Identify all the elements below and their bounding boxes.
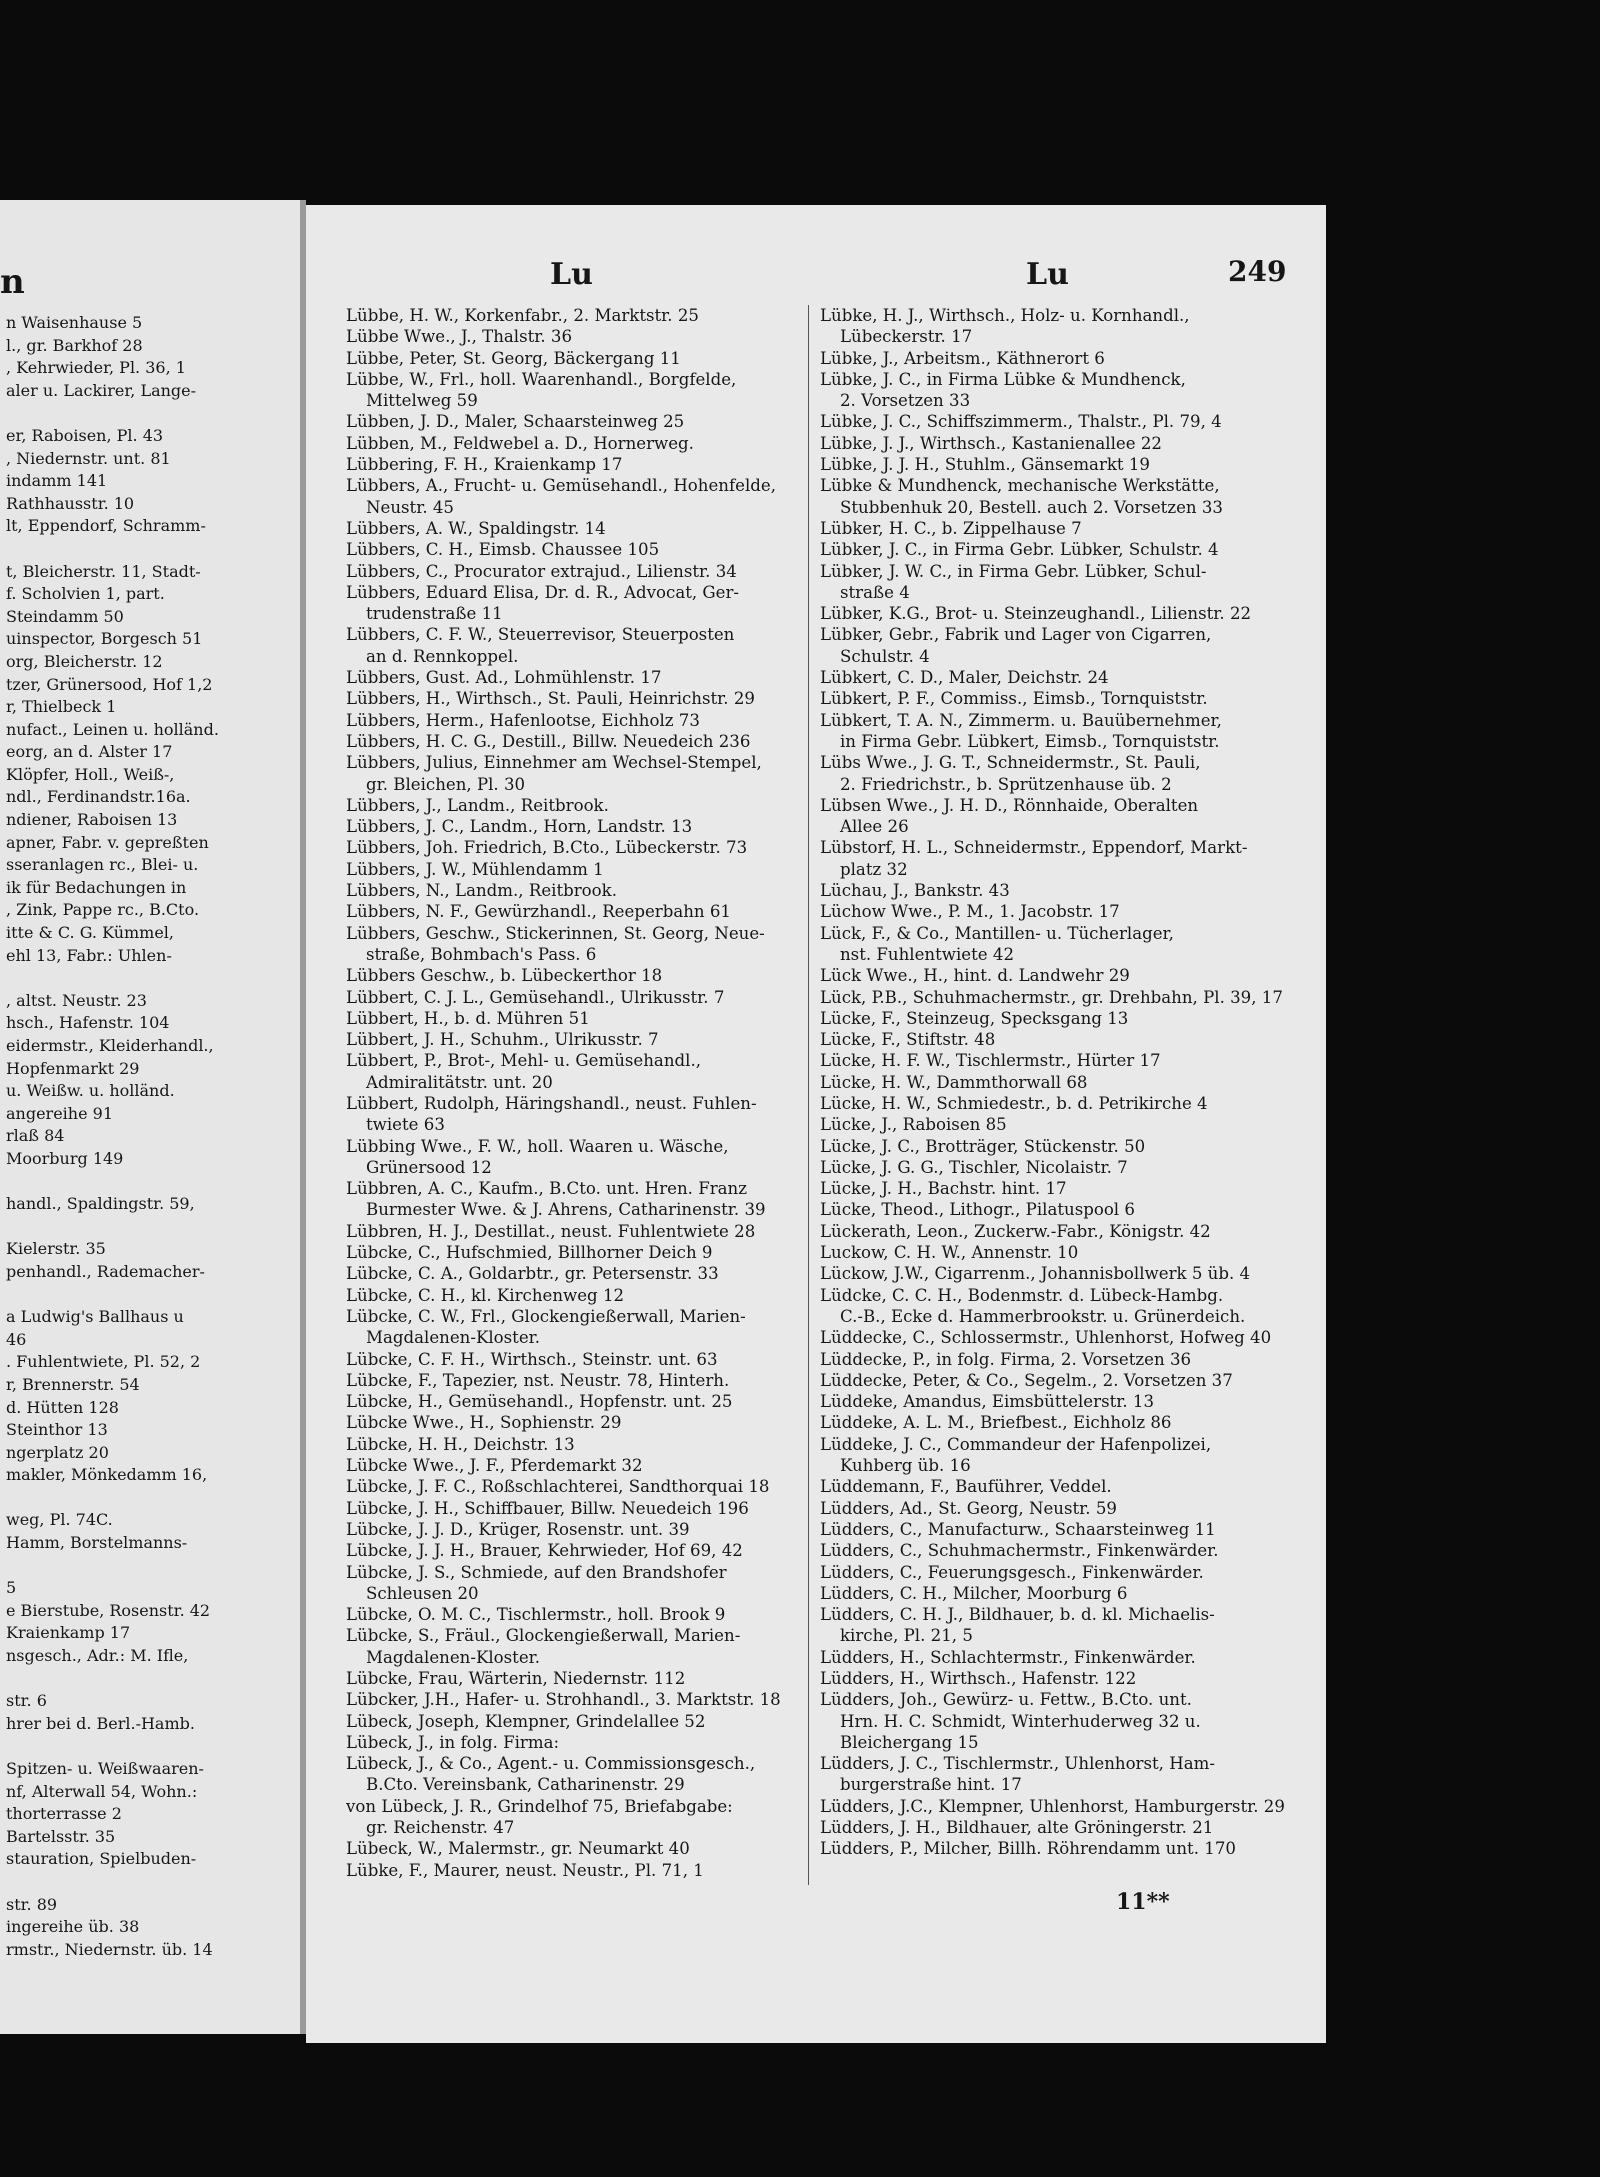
directory-entry: Lübbren, H. J., Destillat., neust. Fuhlentwiete 28 xyxy=(346,1221,756,1241)
directory-entry: Lübcke, J. S., Schmiede, auf den Brandshofer xyxy=(346,1562,727,1582)
left-page-line: ndiener, Raboisen 13 xyxy=(6,810,178,830)
directory-entry: Lüdders, C., Feuerungsgesch., Finkenwärder. xyxy=(820,1562,1204,1582)
left-page-line: ehl 13, Fabr.: Uhlen- xyxy=(6,945,172,965)
directory-entry: kirche, Pl. 21, 5 xyxy=(840,1626,973,1646)
left-page-line: nufact., Leinen u. holländ. xyxy=(6,719,219,739)
left-page-line: , Kehrwieder, Pl. 36, 1 xyxy=(6,358,186,378)
left-page-line: uinspector, Borgesch 51 xyxy=(6,629,203,649)
left-page-line: eorg, an d. Alster 17 xyxy=(6,742,173,762)
left-page-line: Hopfenmarkt 29 xyxy=(6,1058,140,1078)
left-page-line: Klöpfer, Holl., Weiß-, xyxy=(6,764,175,784)
left-page-line: ingereihe üb. 38 xyxy=(6,1917,140,1937)
directory-entry: Stubbenhuk 20, Bestell. auch 2. Vorsetzen 33 xyxy=(840,497,1223,517)
directory-entry: Lübkert, T. A. N., Zimmerm. u. Bauübernehmer, xyxy=(820,710,1222,730)
directory-entry: Lübcke, J. J. H., Brauer, Kehrwieder, Hof 69, 42 xyxy=(346,1541,743,1561)
left-page-line: Rathhausstr. 10 xyxy=(6,493,135,513)
left-page-line xyxy=(6,1735,300,1758)
left-page-line: itte & C. G. Kümmel, xyxy=(6,923,175,943)
directory-entry: Lübbert, H., b. d. Mühren 51 xyxy=(346,1008,590,1028)
directory-entry: Lübbe, W., Frl., holl. Waarenhandl., Borgfelde, xyxy=(346,369,737,389)
left-page-line: rmstr., Niedernstr. üb. 14 xyxy=(6,1939,213,1959)
signature-mark: 11** xyxy=(1116,1889,1170,1915)
directory-entry: Lücke, J. C., Brotträger, Stückenstr. 50 xyxy=(820,1136,1146,1156)
directory-entry: Lübcke, J. J. D., Krüger, Rosenstr. unt. 39 xyxy=(346,1519,690,1539)
left-page-line: aler u. Lackirer, Lange- xyxy=(6,380,197,400)
directory-entry: Lüchow Wwe., P. M., 1. Jacobstr. 17 xyxy=(820,902,1120,922)
directory-entry: Lübke, H. J., Wirthsch., Holz- u. Kornhandl., xyxy=(820,306,1190,325)
left-page-line: sseranlagen rc., Blei- u. xyxy=(6,855,199,875)
directory-entry: Lübcke, H., Gemüsehandl., Hopfenstr. unt. 25 xyxy=(346,1392,733,1412)
directory-entry: Lüchau, J., Bankstr. 43 xyxy=(820,881,1010,901)
directory-entry: Lübkert, C. D., Maler, Deichstr. 24 xyxy=(820,668,1109,688)
left-page-line: handl., Spaldingstr. 59, xyxy=(6,1194,195,1214)
directory-entry: straße 4 xyxy=(840,582,910,602)
left-page-line: er, Raboisen, Pl. 43 xyxy=(6,425,164,445)
directory-entry: Lübbert, C. J. L., Gemüsehandl., Ulrikusstr. 7 xyxy=(346,987,725,1007)
directory-entry: Lüdders, C., Schuhmachermstr., Finkenwärder. xyxy=(820,1541,1219,1561)
left-page-line: f. Scholvien 1, part. xyxy=(6,584,165,604)
left-page-line: eidermstr., Kleiderhandl., xyxy=(6,1036,214,1055)
directory-entry: nst. Fuhlentwiete 42 xyxy=(840,944,1014,964)
directory-entry: Lübbert, J. H., Schuhm., Ulrikusstr. 7 xyxy=(346,1030,659,1050)
left-page-line: , altst. Neustr. 23 xyxy=(6,990,147,1010)
left-page-line: l., gr. Barkhof 28 xyxy=(6,335,143,355)
directory-entry: Lücke, F., Steinzeug, Specksgang 13 xyxy=(820,1008,1129,1028)
left-page-line: str. 89 xyxy=(6,1894,58,1914)
directory-entry: Lübcke, S., Fräul., Glockengießerwall, Marien- xyxy=(346,1626,741,1646)
directory-entry: Lückerath, Leon., Zuckerw.-Fabr., Königstr. 42 xyxy=(820,1221,1211,1241)
directory-entry: Lüddeke, J. C., Commandeur der Hafenpolizei, xyxy=(820,1434,1212,1454)
directory-entry: Lübcke, C. A., Goldarbtr., gr. Petersenstr. 33 xyxy=(346,1264,719,1284)
left-page-line xyxy=(6,1216,300,1239)
directory-entry: Lübsen Wwe., J. H. D., Rönnhaide, Oberalten xyxy=(820,795,1199,815)
left-page-line: Steindamm 50 xyxy=(6,606,124,626)
left-page-line: org, Bleicherstr. 12 xyxy=(6,651,163,671)
right-page xyxy=(306,205,1326,2043)
directory-entry: Lüddecke, P., in folg. Firma, 2. Vorsetzen 36 xyxy=(820,1349,1192,1369)
directory-entry: Lübbers, Eduard Elisa, Dr. d. R., Advocat, Ger- xyxy=(346,582,740,602)
directory-entry: Lübbe, Peter, St. Georg, Bäckergang 11 xyxy=(346,348,681,368)
directory-entry: Lück, F., & Co., Mantillen- u. Tücherlager, xyxy=(820,923,1174,943)
directory-entry: Lüdders, C. H. J., Bildhauer, b. d. kl. Michaelis- xyxy=(820,1605,1215,1625)
left-page-line xyxy=(6,402,300,425)
directory-entry: Lübcke, O. M. C., Tischlermstr., holl. Brook 9 xyxy=(346,1605,726,1625)
directory-entry: Grünersood 12 xyxy=(366,1157,492,1177)
directory-entry: Lübbers, N. F., Gewürzhandl., Reeperbahn 61 xyxy=(346,902,731,922)
left-page-line: Hamm, Borstelmanns- xyxy=(6,1533,188,1553)
left-page-line xyxy=(6,1171,300,1194)
left-page-line: Steinthor 13 xyxy=(6,1420,108,1440)
directory-entry: straße, Bohmbach's Pass. 6 xyxy=(366,944,597,964)
directory-entry: Lübcke, F., Tapezier, nst. Neustr. 78, Hinterh. xyxy=(346,1370,730,1390)
directory-entry: Lübbing Wwe., F. W., holl. Waaren u. Wäsche, xyxy=(346,1136,729,1156)
left-page-line: e Bierstube, Rosenstr. 42 xyxy=(6,1600,211,1620)
directory-entry: C.-B., Ecke d. Hammerbrookstr. u. Grünerdeich. xyxy=(840,1306,1246,1326)
directory-entry: Lübkert, P. F., Commiss., Eimsb., Tornquiststr. xyxy=(820,689,1208,709)
left-page-line: nsgesch., Adr.: M. Ifle, xyxy=(6,1646,189,1666)
directory-entry: Lüdders, C. H., Milcher, Moorburg 6 xyxy=(820,1583,1128,1603)
left-page-line xyxy=(6,1668,300,1691)
directory-entry: Lübker, H. C., b. Zippelhause 7 xyxy=(820,518,1082,538)
directory-entry: Lübke & Mundhenck, mechanische Werkstätte, xyxy=(820,476,1220,496)
directory-entry: Lücke, Theod., Lithogr., Pilatuspool 6 xyxy=(820,1200,1135,1220)
left-page-line: d. Hütten 128 xyxy=(6,1397,119,1417)
directory-entry: Lübben, J. D., Maler, Schaarsteinweg 25 xyxy=(346,412,685,432)
left-page-lines xyxy=(6,312,300,1961)
left-page-line: , Zink, Pappe rc., B.Cto. xyxy=(6,900,200,920)
directory-entry: Lüddeke, A. L. M., Briefbest., Eichholz 86 xyxy=(820,1413,1172,1433)
directory-entry: Lübcke Wwe., H., Sophienstr. 29 xyxy=(346,1413,622,1433)
directory-entry: Lübcke, C. F. H., Wirthsch., Steinstr. unt. 63 xyxy=(346,1349,718,1369)
directory-entry: Lübbers, Geschw., Stickerinnen, St. Georg, Neue- xyxy=(346,923,765,943)
running-head-right: Lu xyxy=(1026,257,1069,292)
directory-entry: Magdalenen-Kloster. xyxy=(366,1328,541,1348)
directory-entry: Lübeck, W., Malermstr., gr. Neumarkt 40 xyxy=(346,1839,690,1859)
directory-entry: Lübbers, A. W., Spaldingstr. 14 xyxy=(346,518,606,538)
left-page-line xyxy=(6,1284,300,1307)
directory-column-right xyxy=(820,305,1310,1860)
page-number: 249 xyxy=(1228,255,1287,288)
directory-entry: Lücke, H. F. W., Tischlermstr., Hürter 17 xyxy=(820,1051,1161,1071)
left-page-running-head: n xyxy=(0,262,25,302)
left-page-line: ndl., Ferdinandstr.16a. xyxy=(6,787,191,807)
left-page-fragment xyxy=(0,200,300,2034)
left-page-line: makler, Mönkedamm 16, xyxy=(6,1465,208,1485)
directory-entry: Kuhberg üb. 16 xyxy=(840,1456,971,1476)
left-page-line xyxy=(6,1871,300,1894)
directory-entry: Magdalenen-Kloster. xyxy=(366,1647,541,1667)
directory-entry: Lübcke, J. F. C., Roßschlachterei, Sandthorquai 18 xyxy=(346,1477,770,1497)
directory-entry: Lübstorf, H. L., Schneidermstr., Eppendorf, Markt- xyxy=(820,838,1248,858)
directory-entry: Lübker, K.G., Brot- u. Steinzeughandl., Lilienstr. 22 xyxy=(820,604,1252,624)
directory-entry: Lübcker, J.H., Hafer- u. Strohhandl., 3. Marktstr. 18 xyxy=(346,1690,781,1710)
directory-entry: Lüddeke, Amandus, Eimsbüttelerstr. 13 xyxy=(820,1392,1155,1412)
left-page-line xyxy=(6,1555,300,1578)
directory-entry: Lüdders, J. H., Bildhauer, alte Gröningerstr. 21 xyxy=(820,1818,1214,1838)
directory-entry: Lück, P.B., Schuhmachermstr., gr. Drehbahn, Pl. 39, 17 xyxy=(820,987,1283,1007)
directory-entry: Lücke, J. H., Bachstr. hint. 17 xyxy=(820,1179,1067,1199)
directory-entry: Lübbering, F. H., Kraienkamp 17 xyxy=(346,455,623,475)
left-page-line: tzer, Grünersood, Hof 1,2 xyxy=(6,674,213,694)
directory-entry: Lüdders, P., Milcher, Billh. Röhrendamm unt. 170 xyxy=(820,1839,1236,1859)
directory-entry: Lübbert, Rudolph, Häringshandl., neust. Fuhlen- xyxy=(346,1093,757,1113)
directory-entry: Lübke, J. J. H., Stuhlm., Gänsemarkt 19 xyxy=(820,455,1150,475)
left-page-line: r, Thielbeck 1 xyxy=(6,697,117,717)
directory-entry: Lübbers, N., Landm., Reitbrook. xyxy=(346,881,617,901)
directory-entry: twiete 63 xyxy=(366,1115,445,1135)
directory-entry: Lübbert, P., Brot-, Mehl- u. Gemüsehandl., xyxy=(346,1051,701,1071)
directory-entry: Lübeck, Joseph, Klempner, Grindelallee 52 xyxy=(346,1711,706,1731)
left-page-line: weg, Pl. 74C. xyxy=(6,1510,113,1530)
directory-entry: Lücke, H. W., Schmiedestr., b. d. Petrikirche 4 xyxy=(820,1093,1208,1113)
directory-entry: Lübcke Wwe., J. F., Pferdemarkt 32 xyxy=(346,1456,643,1476)
directory-entry: Lüdders, Ad., St. Georg, Neustr. 59 xyxy=(820,1498,1117,1518)
directory-column-left xyxy=(346,305,836,1881)
directory-entry: Lückow, J.W., Cigarrenm., Johannisbollwerk 5 üb. 4 xyxy=(820,1264,1251,1284)
directory-entry: Lübbers Geschw., b. Lübeckerthor 18 xyxy=(346,966,663,986)
directory-entry: Lück Wwe., H., hint. d. Landwehr 29 xyxy=(820,966,1130,986)
directory-entry: Lüdders, J.C., Klempner, Uhlenhorst, Hamburgerstr. 29 xyxy=(820,1796,1285,1816)
directory-entry: Lübs Wwe., J. G. T., Schneidermstr., St. Pauli, xyxy=(820,753,1201,773)
directory-entry: Lübeckerstr. 17 xyxy=(840,327,973,347)
left-page-line: a Ludwig's Ballhaus u xyxy=(6,1307,184,1327)
left-page-line: Bartelsstr. 35 xyxy=(6,1826,116,1846)
left-page-line: u. Weißw. u. holländ. xyxy=(6,1081,175,1101)
directory-entry: B.Cto. Vereinsbank, Catharinenstr. 29 xyxy=(366,1775,685,1795)
left-page-line: nf, Alterwall 54, Wohn.: xyxy=(6,1781,198,1801)
left-page-line: Spitzen- u. Weißwaaren- xyxy=(6,1759,204,1778)
directory-entry: Lübcke, C. W., Frl., Glockengießerwall, Marien- xyxy=(346,1306,746,1326)
directory-entry: Lübbers, Joh. Friedrich, B.Cto., Lübeckerstr. 73 xyxy=(346,838,748,858)
directory-entry: Lübbers, H., Wirthsch., St. Pauli, Heinrichstr. 29 xyxy=(346,689,755,709)
directory-entry: Mittelweg 59 xyxy=(366,391,478,411)
directory-entry: Schulstr. 4 xyxy=(840,646,930,666)
directory-entry: Lübke, J. C., in Firma Lübke & Mundhenck, xyxy=(820,369,1186,389)
directory-entry: Burmester Wwe. & J. Ahrens, Catharinenstr. 39 xyxy=(366,1200,766,1220)
directory-entry: Lübbers, H. C. G., Destill., Billw. Neuedeich 236 xyxy=(346,731,751,751)
directory-entry: Lücke, H. W., Dammthorwall 68 xyxy=(820,1072,1088,1092)
left-page-line xyxy=(6,967,300,990)
left-page-line xyxy=(6,538,300,561)
directory-entry: gr. Bleichen, Pl. 30 xyxy=(366,774,526,794)
left-page-line: apner, Fabr. v. gepreßten xyxy=(6,832,209,852)
directory-entry: Lübker, J. C., in Firma Gebr. Lübker, Schulstr. 4 xyxy=(820,540,1219,560)
directory-entry: Lüddecke, Peter, & Co., Segelm., 2. Vorsetzen 37 xyxy=(820,1370,1233,1390)
left-page-line: 5 xyxy=(6,1578,17,1598)
directory-entry: Admiralitätstr. unt. 20 xyxy=(366,1072,553,1092)
directory-entry: Lübbren, A. C., Kaufm., B.Cto. unt. Hren. Franz xyxy=(346,1179,747,1199)
directory-entry: burgerstraße hint. 17 xyxy=(840,1775,1022,1795)
left-page-line: Kraienkamp 17 xyxy=(6,1623,131,1643)
left-page-line: . Fuhlentwiete, Pl. 52, 2 xyxy=(6,1352,201,1372)
directory-entry: Allee 26 xyxy=(840,817,909,837)
directory-entry: Lübbers, J. W., Mühlendamm 1 xyxy=(346,859,604,879)
directory-entry: Lübbe, H. W., Korkenfabr., 2. Marktstr. 25 xyxy=(346,306,699,325)
left-page-line: Kielerstr. 35 xyxy=(6,1239,106,1259)
left-page-line: lt, Eppendorf, Schramm- xyxy=(6,516,206,536)
directory-entry: platz 32 xyxy=(840,859,908,879)
left-page-line: indamm 141 xyxy=(6,471,108,491)
directory-entry: Lüdders, J. C., Tischlermstr., Uhlenhorst, Ham- xyxy=(820,1754,1215,1774)
directory-entry: in Firma Gebr. Lübkert, Eimsb., Tornquiststr. xyxy=(840,731,1220,751)
directory-entry: Lücke, J., Raboisen 85 xyxy=(820,1115,1007,1135)
left-page-line: ik für Bedachungen in xyxy=(6,877,187,897)
directory-entry: Lübbers, Gust. Ad., Lohmühlenstr. 17 xyxy=(346,668,662,688)
left-page-line: r, Brennerstr. 54 xyxy=(6,1374,140,1394)
directory-entry: Lübben, M., Feldwebel a. D., Hornerweg. xyxy=(346,433,694,453)
directory-entry: Lüddecke, C., Schlossermstr., Uhlenhorst, Hofweg 40 xyxy=(820,1328,1272,1348)
left-page-line: t, Bleicherstr. 11, Stadt- xyxy=(6,561,201,581)
directory-entry: Lübcke, J. H., Schiffbauer, Billw. Neuedeich 196 xyxy=(346,1498,749,1518)
directory-entry: Lücke, F., Stiftstr. 48 xyxy=(820,1030,996,1050)
directory-entry: Lüdders, Joh., Gewürz- u. Fettw., B.Cto. unt. xyxy=(820,1690,1192,1710)
left-page-line: ngerplatz 20 xyxy=(6,1442,109,1462)
directory-entry: Bleichergang 15 xyxy=(840,1732,979,1752)
directory-entry: Lübbers, C. H., Eimsb. Chaussee 105 xyxy=(346,540,660,560)
left-page-line xyxy=(6,1487,300,1510)
directory-entry: von Lübeck, J. R., Grindelhof 75, Briefabgabe: xyxy=(346,1796,733,1816)
directory-entry: 2. Friedrichstr., b. Sprützenhause üb. 2 xyxy=(840,774,1172,794)
directory-entry: Hrn. H. C. Schmidt, Winterhuderweg 32 u. xyxy=(840,1711,1201,1731)
directory-entry: Lübeck, J., in folg. Firma: xyxy=(346,1732,560,1752)
left-page-line: penhandl., Rademacher- xyxy=(6,1261,205,1281)
left-page-line: 46 xyxy=(6,1329,27,1349)
left-page-line: n Waisenhause 5 xyxy=(6,313,143,332)
directory-entry: 2. Vorsetzen 33 xyxy=(840,391,971,411)
directory-entry: Lübker, J. W. C., in Firma Gebr. Lübker, Schul- xyxy=(820,561,1207,581)
directory-entry: Lübbers, A., Frucht- u. Gemüsehandl., Hohenfelde, xyxy=(346,476,776,496)
directory-entry: Lübbers, Herm., Hafenlootse, Eichholz 73 xyxy=(346,710,700,730)
directory-entry: Lüdders, C., Manufacturw., Schaarsteinweg 11 xyxy=(820,1519,1216,1539)
directory-entry: Schleusen 20 xyxy=(366,1583,479,1603)
directory-entry: Lübke, J. C., Schiffszimmerm., Thalstr., Pl. 79, 4 xyxy=(820,412,1222,432)
directory-entry: Lübcke, C. H., kl. Kirchenweg 12 xyxy=(346,1285,625,1305)
directory-entry: Lübcke, H. H., Deichstr. 13 xyxy=(346,1434,575,1454)
directory-entry: Lübbe Wwe., J., Thalstr. 36 xyxy=(346,327,573,347)
directory-entry: Lüdcke, C. C. H., Bodenmstr. d. Lübeck-Hambg. xyxy=(820,1285,1224,1305)
directory-entry: an d. Rennkoppel. xyxy=(366,646,519,666)
directory-entry: Lücke, J. G. G., Tischler, Nicolaistr. 7 xyxy=(820,1157,1128,1177)
left-page-line: hrer bei d. Berl.-Hamb. xyxy=(6,1713,195,1733)
left-page-line: stauration, Spielbuden- xyxy=(6,1849,197,1869)
directory-entry: Lübbers, J., Landm., Reitbrook. xyxy=(346,795,609,815)
directory-entry: Lübbers, J. C., Landm., Horn, Landstr. 13 xyxy=(346,817,693,837)
directory-entry: Lüddemann, F., Bauführer, Veddel. xyxy=(820,1477,1112,1497)
left-page-line: hsch., Hafenstr. 104 xyxy=(6,1013,170,1033)
left-page-line: str. 6 xyxy=(6,1691,47,1711)
left-page-line: thorterrasse 2 xyxy=(6,1804,122,1824)
directory-entry: Lübbers, Julius, Einnehmer am Wechsel-Stempel, xyxy=(346,753,762,773)
directory-entry: Lübke, J. J., Wirthsch., Kastanienallee 22 xyxy=(820,433,1162,453)
left-page-line: angereihe 91 xyxy=(6,1103,114,1123)
left-page-line: rlaß 84 xyxy=(6,1126,65,1146)
directory-entry: Lübker, Gebr., Fabrik und Lager von Cigarren, xyxy=(820,625,1212,645)
directory-entry: Lübeck, J., & Co., Agent.- u. Commissionsgesch., xyxy=(346,1754,756,1774)
directory-entry: Lübcke, C., Hufschmied, Billhorner Deich 9 xyxy=(346,1243,713,1263)
directory-entry: Lübbers, C., Procurator extrajud., Lilienstr. 34 xyxy=(346,561,737,581)
directory-entry: Neustr. 45 xyxy=(366,497,454,517)
directory-entry: gr. Reichenstr. 47 xyxy=(366,1818,515,1838)
running-head-left: Lu xyxy=(550,257,593,292)
directory-entry: Lübke, J., Arbeitsm., Käthnerort 6 xyxy=(820,348,1105,368)
directory-entry: Lübke, F., Maurer, neust. Neustr., Pl. 71, 1 xyxy=(346,1860,704,1880)
directory-entry: Lüdders, H., Schlachtermstr., Finkenwärder. xyxy=(820,1647,1196,1667)
directory-entry: Lübbers, C. F. W., Steuerrevisor, Steuerposten xyxy=(346,625,735,645)
directory-entry: trudenstraße 11 xyxy=(366,604,503,624)
directory-entry: Lübcke, Frau, Wärterin, Niedernstr. 112 xyxy=(346,1669,686,1688)
directory-entry: Luckow, C. H. W., Annenstr. 10 xyxy=(820,1243,1079,1263)
directory-entry: Lüdders, H., Wirthsch., Hafenstr. 122 xyxy=(820,1669,1137,1688)
left-page-line: , Niedernstr. unt. 81 xyxy=(6,448,171,468)
left-page-line: Moorburg 149 xyxy=(6,1148,124,1168)
